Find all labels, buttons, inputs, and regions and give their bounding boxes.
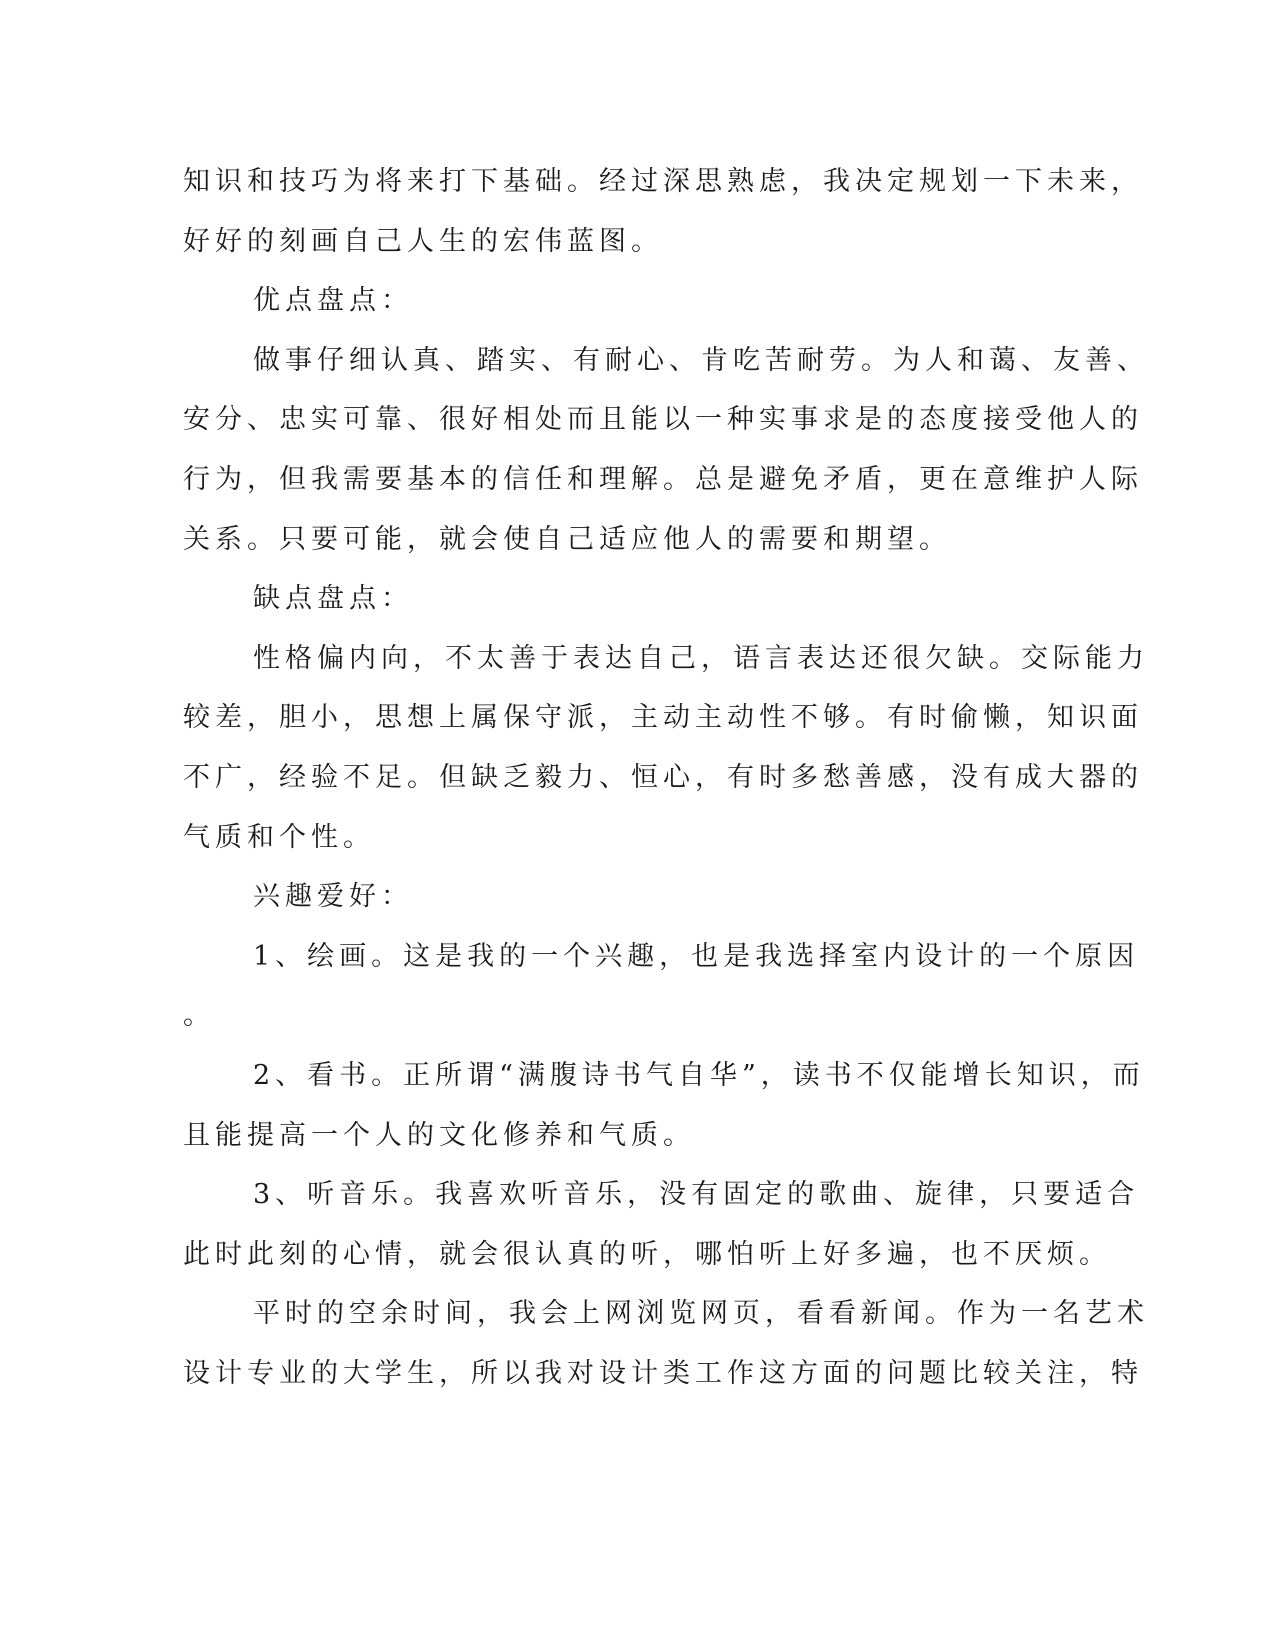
text-line: 且能提高一个人的文化修养和气质。 xyxy=(183,1119,695,1151)
section-heading-strengths: 优点盘点： xyxy=(253,285,413,317)
text-line: 知识和技巧为将来打下基础。经过深思熟虑，我决定规划一下未来， xyxy=(183,166,1143,197)
section-heading-hobbies: 兴趣爱好： xyxy=(253,881,413,913)
text-line: 平时的空余时间，我会上网浏览网页，看看新闻。作为一名艺术 xyxy=(253,1298,1149,1330)
text-line: 。 xyxy=(183,1000,215,1032)
text-line: 性格偏内向，不太善于表达自己，语言表达还很欠缺。交际能力 xyxy=(253,642,1149,674)
text-line: 此时此刻的心情，就会很认真的听，哪怕听上好多遍，也不厌烦。 xyxy=(183,1238,1111,1270)
text-line: 设计专业的大学生，所以我对设计类工作这方面的问题比较关注，特 xyxy=(183,1357,1143,1389)
list-item: 3、听音乐。我喜欢听音乐，没有固定的歌曲、旋律，只要适合 xyxy=(253,1179,1140,1211)
section-heading-weaknesses: 缺点盘点： xyxy=(253,583,413,615)
text-line: 较差，胆小，思想上属保守派，主动主动性不够。有时偷懒，知识面 xyxy=(183,702,1143,734)
list-item: 1、绘画。这是我的一个兴趣，也是我选择室内设计的一个原因 xyxy=(253,940,1140,972)
text-line: 不广，经验不足。但缺乏毅力、恒心，有时多愁善感，没有成大器的 xyxy=(183,761,1143,793)
text-line: 气质和个性。 xyxy=(183,821,375,853)
text-line: 好好的刻画自己人生的宏伟蓝图。 xyxy=(183,225,663,257)
list-item: 2、看书。正所谓“满腹诗书气自华”，读书不仅能增长知识，而 xyxy=(253,1059,1145,1091)
text-line: 安分、忠实可靠、很好相处而且能以一种实事求是的态度接受他人的 xyxy=(183,404,1143,436)
text-line: 做事仔细认真、踏实、有耐心、肯吃苦耐劳。为人和蔼、友善、 xyxy=(253,344,1149,376)
body-text xyxy=(183,152,1149,1403)
text-line: 关系。只要可能，就会使自己适应他人的需要和期望。 xyxy=(183,523,951,555)
text-line: 行为，但我需要基本的信任和理解。总是避免矛盾，更在意维护人际 xyxy=(183,463,1143,495)
